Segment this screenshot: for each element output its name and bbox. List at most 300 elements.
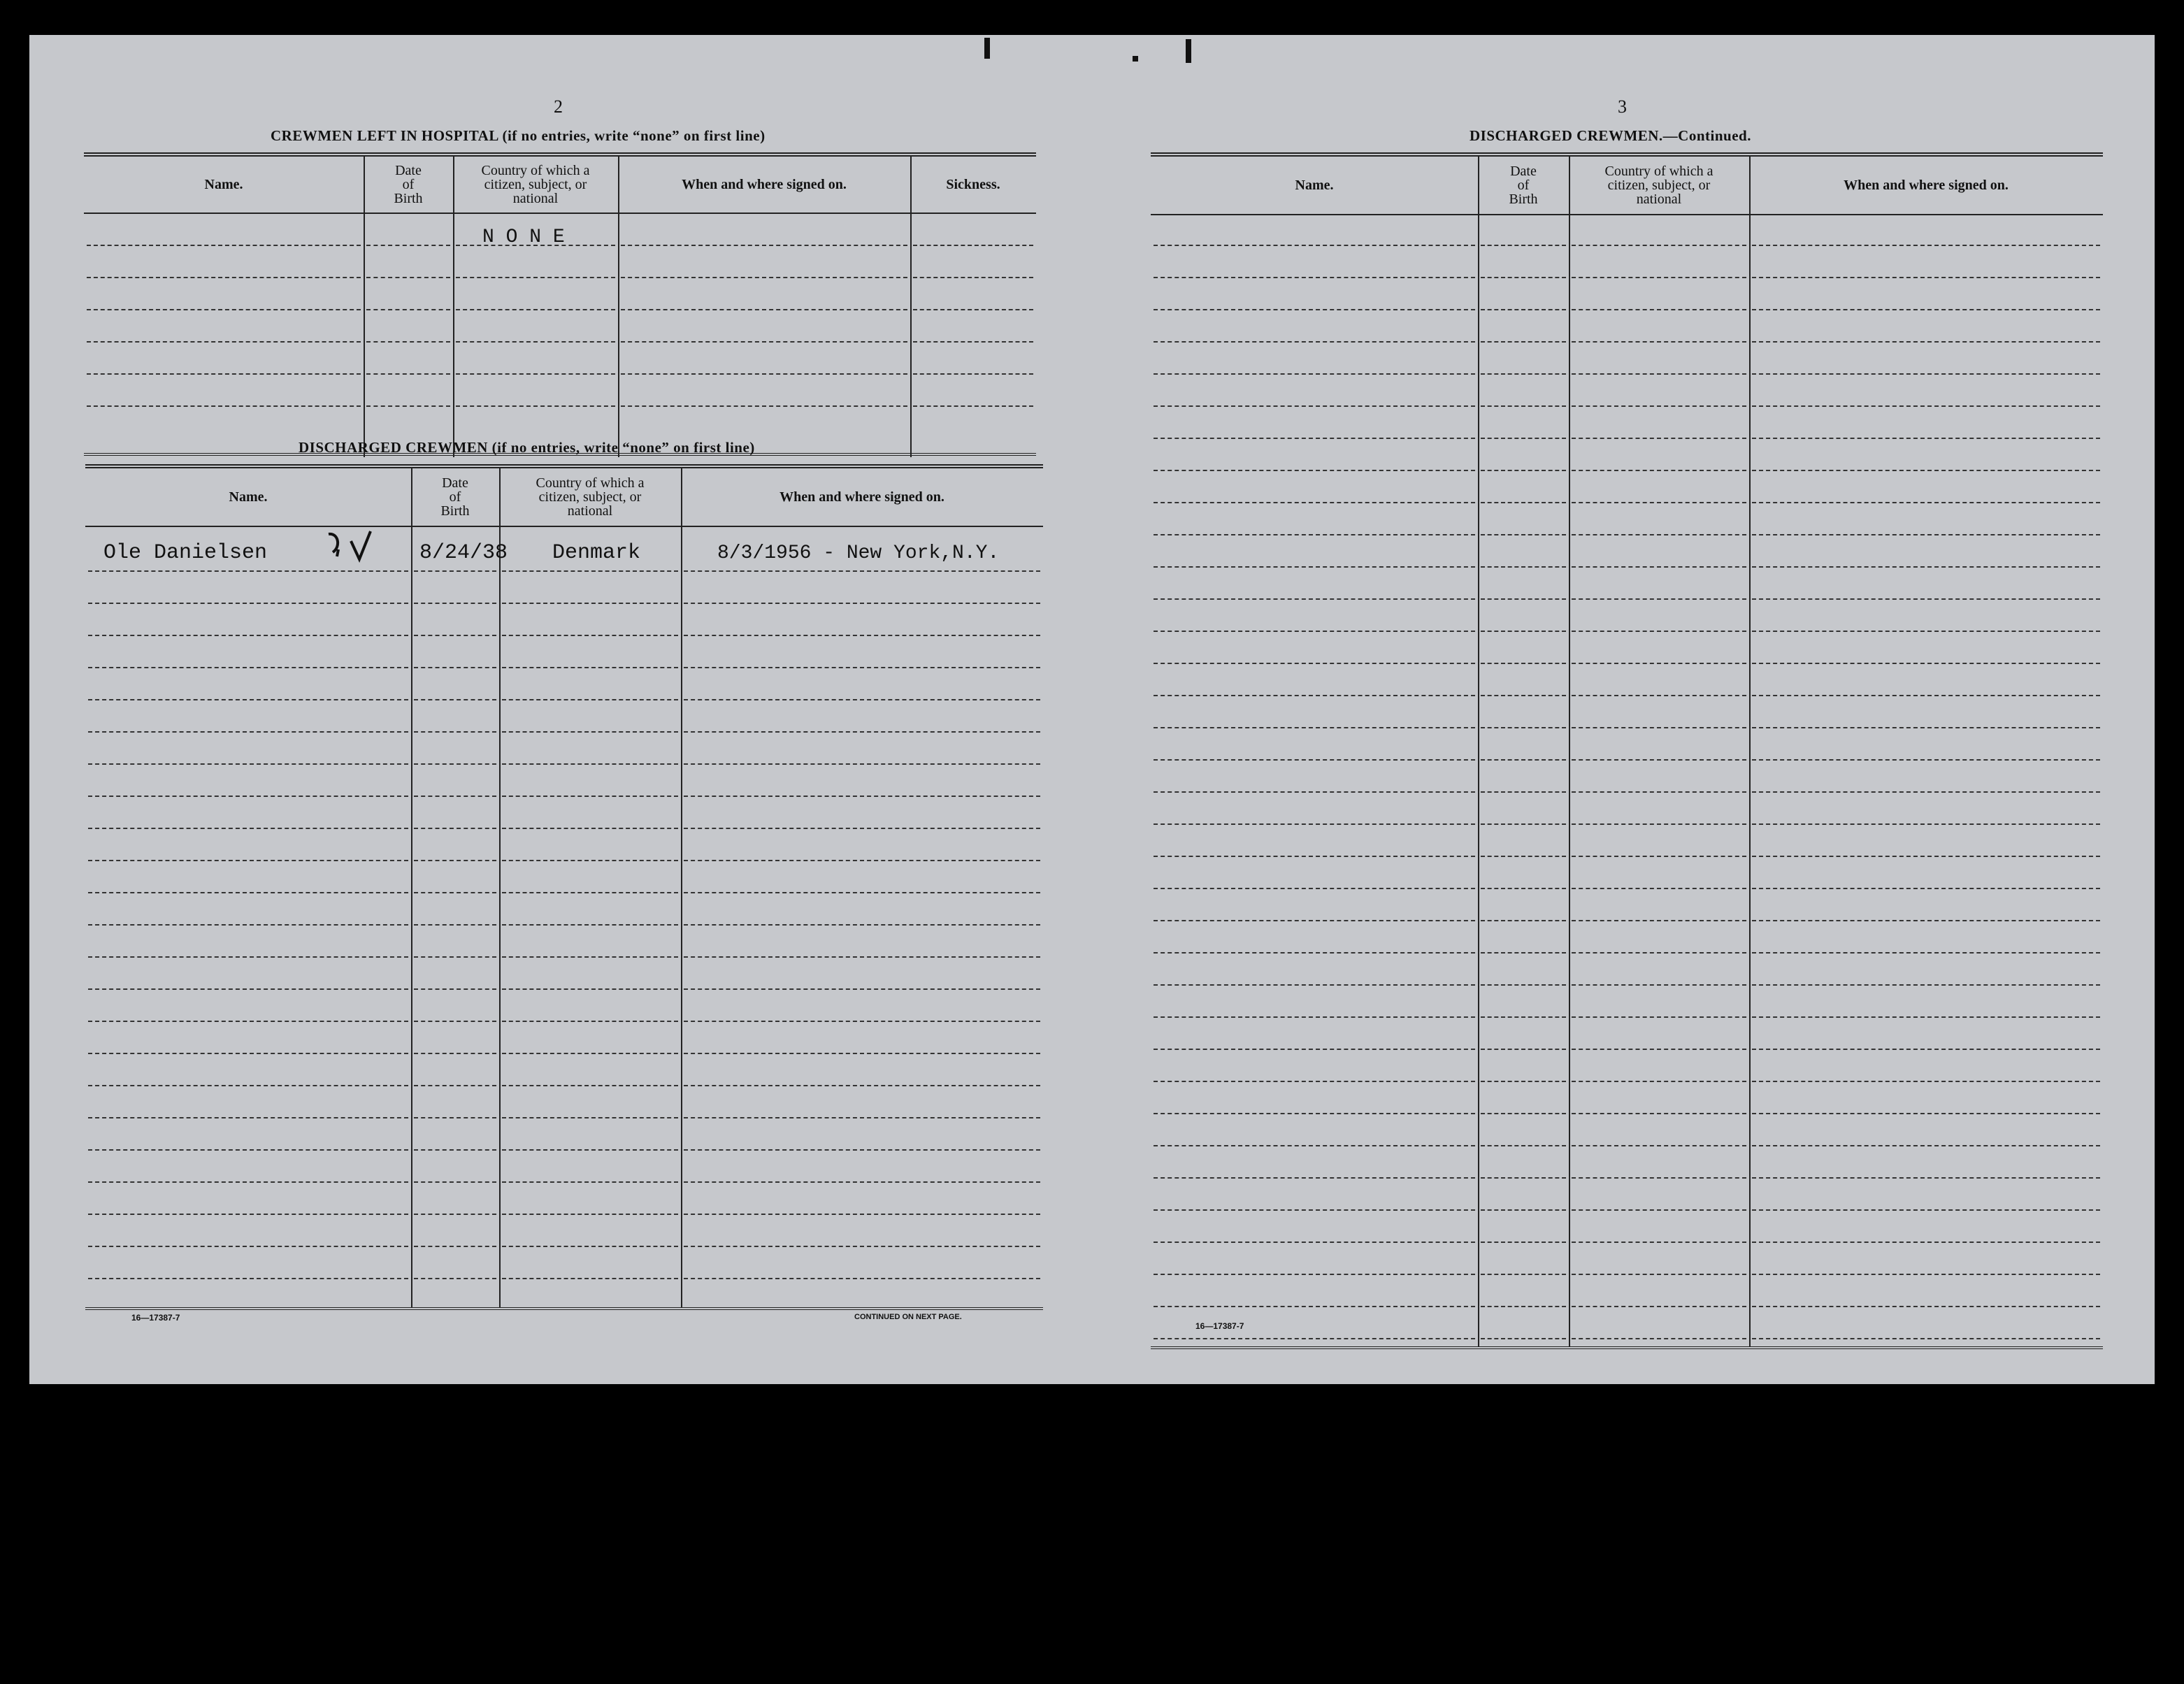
ruled-line	[1154, 245, 1475, 246]
ruled-line	[1572, 1242, 1746, 1243]
ruled-line	[1572, 856, 1746, 857]
ruled-line	[1154, 1177, 1475, 1179]
ruled-line	[87, 309, 361, 310]
ruled-line	[684, 731, 1040, 733]
right-col-divider	[1478, 157, 1479, 1346]
ruled-line	[414, 1117, 496, 1118]
hospital-header-signed-on: When and where signed on.	[682, 177, 847, 192]
ruled-line	[502, 1214, 678, 1215]
ruled-line	[1481, 759, 1566, 761]
ruled-line	[414, 1246, 496, 1247]
ruled-line	[1752, 405, 2100, 407]
right-header-country: Country of which a citizen, subject, or national	[1604, 164, 1714, 207]
ruled-line	[1154, 984, 1475, 986]
ruled-line	[1752, 1016, 2100, 1018]
right-col-divider	[1569, 157, 1570, 1346]
ruled-line	[88, 1149, 408, 1151]
ruled-line	[1752, 1113, 2100, 1114]
ruled-line	[88, 796, 408, 797]
ruled-line	[414, 1149, 496, 1151]
ruled-line	[88, 1117, 408, 1118]
ruled-line	[684, 924, 1040, 926]
ruled-line	[1154, 1242, 1475, 1243]
ruled-line	[414, 988, 496, 990]
ruled-line	[1572, 534, 1746, 535]
hospital-col-divider	[618, 157, 619, 457]
discharged-continued-table	[1151, 152, 2103, 1352]
ruled-line	[1752, 309, 2100, 310]
discharged-col-divider	[681, 468, 682, 1307]
ruled-line	[414, 1021, 496, 1022]
ruled-line	[1572, 470, 1746, 471]
ruled-line	[1154, 1049, 1475, 1050]
ruled-line	[684, 796, 1040, 797]
hospital-col-divider	[364, 157, 365, 457]
ruled-line	[1572, 759, 1746, 761]
ruled-line	[1572, 1049, 1746, 1050]
ruled-line	[621, 341, 907, 343]
continued-note: CONTINUED ON NEXT PAGE.	[854, 1313, 962, 1321]
ruled-line	[684, 1117, 1040, 1118]
ruled-line	[1481, 502, 1566, 503]
ruled-line	[1481, 470, 1566, 471]
right-bottom-rule	[1151, 1346, 2103, 1349]
ruled-line	[1752, 470, 2100, 471]
ruled-line	[1752, 663, 2100, 664]
ruled-line	[913, 309, 1033, 310]
ruled-line	[1154, 566, 1475, 568]
ruled-line	[684, 892, 1040, 893]
ruled-line	[621, 309, 907, 310]
ruled-line	[1752, 566, 2100, 568]
ruled-line	[502, 1117, 678, 1118]
ruled-line	[502, 1246, 678, 1247]
ruled-line	[1572, 823, 1746, 825]
ruled-line	[621, 245, 907, 246]
discharged-col-divider	[499, 468, 501, 1307]
ruled-line	[684, 699, 1040, 700]
ruled-line	[1154, 438, 1475, 439]
ruled-line	[414, 1181, 496, 1183]
discharged-header-rule	[85, 526, 1043, 527]
ruled-line	[456, 277, 615, 278]
ruled-line	[502, 635, 678, 636]
ruled-line	[1481, 1242, 1566, 1243]
ruled-line	[684, 635, 1040, 636]
ruled-line	[684, 1278, 1040, 1279]
ruled-line	[1481, 663, 1566, 664]
ruled-line	[684, 1021, 1040, 1022]
ruled-line	[1752, 1306, 2100, 1307]
ruled-line	[1154, 502, 1475, 503]
ruled-line	[913, 373, 1033, 375]
ruled-line	[684, 956, 1040, 958]
ruled-line	[414, 635, 496, 636]
ruled-line	[88, 1021, 408, 1022]
ruled-line	[1481, 952, 1566, 953]
ruled-line	[1481, 1049, 1566, 1050]
ruled-line	[502, 1181, 678, 1183]
ruled-line	[1752, 1145, 2100, 1146]
ruled-line	[1572, 277, 1746, 278]
ruled-line	[1154, 727, 1475, 728]
ruled-line	[502, 667, 678, 668]
ruled-line	[1481, 823, 1566, 825]
ruled-line	[1572, 1177, 1746, 1179]
ruled-line	[1154, 534, 1475, 535]
ruled-line	[502, 1149, 678, 1151]
ruled-line	[913, 405, 1033, 407]
right-header-rule	[1151, 214, 2103, 215]
form-number-right: 16—17387-7	[1195, 1321, 1244, 1331]
hospital-header-sickness: Sickness.	[946, 177, 1000, 192]
page-number-left: 2	[554, 96, 563, 117]
ruled-line	[456, 309, 615, 310]
ruled-line	[1752, 791, 2100, 793]
ruled-line	[366, 245, 450, 246]
ruled-line	[1752, 727, 2100, 728]
ruled-line	[88, 1246, 408, 1247]
ruled-line	[684, 1181, 1040, 1183]
ruled-line	[1752, 438, 2100, 439]
ruled-line	[1481, 534, 1566, 535]
ruled-line	[1154, 470, 1475, 471]
ruled-line	[913, 277, 1033, 278]
ruled-line	[1154, 1338, 1475, 1339]
ruled-line	[1154, 277, 1475, 278]
scan-mark	[1186, 39, 1191, 63]
ruled-line	[684, 1085, 1040, 1086]
crewman-signed-on: 8/3/1956 - New York,N.Y.	[717, 542, 1000, 564]
ruled-line	[88, 667, 408, 668]
ruled-line	[1154, 952, 1475, 953]
ruled-line	[88, 1214, 408, 1215]
right-section-title: DISCHARGED CREWMEN.—Continued.	[1470, 127, 1751, 144]
ruled-line	[366, 373, 450, 375]
right-header-name: Name.	[1295, 178, 1334, 193]
ruled-line	[414, 570, 496, 572]
ruled-line	[1752, 631, 2100, 632]
ruled-line	[1154, 341, 1475, 343]
discharged-header-signed-on: When and where signed on.	[780, 489, 944, 505]
ruled-line	[1572, 952, 1746, 953]
ruled-line	[1154, 1113, 1475, 1114]
ruled-line	[1572, 631, 1746, 632]
discharged-header-name: Name.	[229, 489, 268, 505]
ruled-line	[1481, 405, 1566, 407]
ruled-line	[1481, 309, 1566, 310]
form-number-left: 16—17387-7	[131, 1313, 180, 1323]
ruled-line	[1481, 1177, 1566, 1179]
ruled-line	[414, 763, 496, 765]
ruled-line	[502, 731, 678, 733]
ruled-line	[414, 924, 496, 926]
ruled-line	[1752, 502, 2100, 503]
ruled-line	[88, 699, 408, 700]
ruled-line	[1481, 245, 1566, 246]
ruled-line	[88, 1053, 408, 1054]
discharged-table	[85, 464, 1043, 1314]
ruled-line	[913, 341, 1033, 343]
ruled-line	[502, 892, 678, 893]
ruled-line	[1154, 920, 1475, 921]
ruled-line	[502, 1085, 678, 1086]
ruled-line	[1572, 920, 1746, 921]
ruled-line	[621, 277, 907, 278]
ruled-line	[414, 699, 496, 700]
ruled-line	[684, 1053, 1040, 1054]
ruled-line	[1154, 1274, 1475, 1275]
ruled-line	[88, 603, 408, 604]
hospital-header-country: Country of which a citizen, subject, or national	[481, 163, 590, 206]
ruled-line	[1154, 759, 1475, 761]
ruled-line	[1572, 663, 1746, 664]
ruled-line	[88, 924, 408, 926]
ruled-line	[1154, 1016, 1475, 1018]
ruled-line	[1154, 631, 1475, 632]
ruled-line	[1572, 245, 1746, 246]
hospital-header-rule	[84, 213, 1036, 214]
ruled-line	[621, 373, 907, 375]
ruled-line	[88, 1278, 408, 1279]
crewman-name: Ole Danielsen	[103, 541, 268, 565]
ruled-line	[502, 956, 678, 958]
ruled-line	[502, 828, 678, 829]
ruled-line	[88, 635, 408, 636]
ruled-line	[1572, 566, 1746, 568]
ruled-line	[1481, 566, 1566, 568]
ruled-line	[502, 1278, 678, 1279]
ruled-line	[414, 1053, 496, 1054]
ruled-line	[1481, 277, 1566, 278]
ruled-line	[456, 341, 615, 343]
ruled-line	[414, 956, 496, 958]
ruled-line	[1572, 727, 1746, 728]
ruled-line	[1481, 1145, 1566, 1146]
right-header-signed-on: When and where signed on.	[1844, 178, 2009, 193]
ruled-line	[1481, 791, 1566, 793]
ruled-line	[414, 1214, 496, 1215]
ruled-line	[502, 570, 678, 572]
ruled-line	[684, 603, 1040, 604]
ruled-line	[1481, 1338, 1566, 1339]
ruled-line	[1154, 373, 1475, 375]
ruled-line	[88, 1085, 408, 1086]
ruled-line	[1154, 856, 1475, 857]
ruled-line	[1481, 631, 1566, 632]
ruled-line	[1154, 309, 1475, 310]
ruled-line	[456, 405, 615, 407]
ruled-line	[414, 828, 496, 829]
ruled-line	[1572, 309, 1746, 310]
discharged-header-dob: Date of Birth	[440, 475, 470, 519]
ruled-line	[88, 731, 408, 733]
ruled-line	[1752, 952, 2100, 953]
ruled-line	[366, 277, 450, 278]
ruled-line	[1481, 695, 1566, 696]
ruled-line	[1154, 663, 1475, 664]
ruled-line	[1481, 598, 1566, 600]
crewman-country: Denmark	[552, 541, 641, 565]
ruled-line	[414, 860, 496, 861]
ruled-line	[502, 1021, 678, 1022]
ruled-line	[414, 892, 496, 893]
ruled-line	[1154, 1209, 1475, 1211]
ruled-line	[1572, 1209, 1746, 1211]
ruled-line	[456, 245, 615, 246]
ruled-line	[1572, 438, 1746, 439]
ruled-line	[1154, 1306, 1475, 1307]
ruled-line	[1154, 1145, 1475, 1146]
ruled-line	[1752, 598, 2100, 600]
document-sheet	[29, 35, 2155, 1384]
ruled-line	[87, 405, 361, 407]
hospital-header-name: Name.	[204, 177, 243, 192]
ruled-line	[1572, 598, 1746, 600]
ruled-line	[502, 603, 678, 604]
ruled-line	[414, 603, 496, 604]
ruled-line	[88, 570, 408, 572]
ruled-line	[1572, 502, 1746, 503]
ruled-line	[1154, 695, 1475, 696]
ruled-line	[1752, 277, 2100, 278]
ruled-line	[621, 405, 907, 407]
ruled-line	[502, 924, 678, 926]
ruled-line	[87, 245, 361, 246]
ruled-line	[1752, 373, 2100, 375]
ruled-line	[1572, 341, 1746, 343]
ruled-line	[88, 828, 408, 829]
ruled-line	[684, 570, 1040, 572]
ruled-line	[87, 277, 361, 278]
ruled-line	[1481, 1274, 1566, 1275]
ruled-line	[1572, 1274, 1746, 1275]
ruled-line	[1572, 373, 1746, 375]
ruled-line	[1481, 1081, 1566, 1082]
ruled-line	[502, 763, 678, 765]
ruled-line	[1752, 856, 2100, 857]
ruled-line	[684, 828, 1040, 829]
ruled-line	[502, 699, 678, 700]
ruled-line	[414, 1278, 496, 1279]
ruled-line	[1572, 1016, 1746, 1018]
ruled-line	[414, 667, 496, 668]
ruled-line	[1481, 856, 1566, 857]
ruled-line	[1481, 984, 1566, 986]
discharged-bottom-rule	[85, 1307, 1043, 1310]
ruled-line	[684, 763, 1040, 765]
ruled-line	[1481, 438, 1566, 439]
ruled-line	[1752, 1209, 2100, 1211]
ruled-line	[1572, 1081, 1746, 1082]
discharged-header-country: Country of which a citizen, subject, or national	[536, 475, 645, 519]
ruled-line	[88, 892, 408, 893]
ruled-line	[1752, 695, 2100, 696]
ruled-line	[1752, 1081, 2100, 1082]
ruled-line	[502, 988, 678, 990]
right-col-divider	[1749, 157, 1751, 1346]
ruled-line	[87, 341, 361, 343]
crewman-dob: 8/24/38	[419, 541, 508, 565]
ruled-line	[88, 1181, 408, 1183]
ruled-line	[1752, 1338, 2100, 1339]
scan-mark	[984, 38, 990, 59]
ruled-line	[414, 731, 496, 733]
right-header-dob: Date of Birth	[1509, 164, 1538, 207]
ruled-line	[1572, 1306, 1746, 1307]
ruled-line	[1752, 759, 2100, 761]
ruled-line	[1752, 341, 2100, 343]
ruled-line	[1572, 888, 1746, 889]
ruled-line	[1572, 984, 1746, 986]
ruled-line	[1481, 888, 1566, 889]
ruled-line	[1572, 791, 1746, 793]
hospital-entry-none: N O N E	[482, 226, 565, 248]
ruled-line	[366, 309, 450, 310]
hospital-col-divider	[910, 157, 912, 457]
ruled-line	[1481, 920, 1566, 921]
ruled-line	[1572, 1145, 1746, 1146]
ruled-line	[1481, 341, 1566, 343]
ruled-line	[1154, 1081, 1475, 1082]
ruled-line	[684, 1246, 1040, 1247]
hospital-col-divider	[453, 157, 454, 457]
ruled-line	[1752, 823, 2100, 825]
discharged-col-divider	[411, 468, 412, 1307]
ruled-line	[684, 988, 1040, 990]
ruled-line	[414, 1085, 496, 1086]
ruled-line	[1752, 245, 2100, 246]
hospital-header-dob: Date of Birth	[394, 163, 423, 206]
ruled-line	[1481, 1016, 1566, 1018]
ruled-line	[1481, 1306, 1566, 1307]
ruled-line	[88, 860, 408, 861]
scan-mark	[1133, 56, 1138, 62]
ruled-line	[502, 860, 678, 861]
ruled-line	[87, 373, 361, 375]
ruled-line	[1572, 405, 1746, 407]
ruled-line	[366, 405, 450, 407]
ruled-line	[1572, 695, 1746, 696]
ruled-line	[1481, 373, 1566, 375]
ruled-line	[1752, 1274, 2100, 1275]
checkmark-annotation	[323, 528, 379, 570]
ruled-line	[1752, 888, 2100, 889]
ruled-line	[1481, 727, 1566, 728]
ruled-line	[1752, 1049, 2100, 1050]
ruled-line	[1154, 405, 1475, 407]
ruled-line	[1752, 534, 2100, 535]
ruled-line	[913, 245, 1033, 246]
ruled-line	[1481, 1113, 1566, 1114]
ruled-line	[88, 988, 408, 990]
ruled-line	[88, 956, 408, 958]
ruled-line	[1752, 1242, 2100, 1243]
ruled-line	[1752, 1177, 2100, 1179]
hospital-table	[84, 152, 1036, 457]
ruled-line	[684, 667, 1040, 668]
ruled-line	[1752, 984, 2100, 986]
ruled-line	[684, 860, 1040, 861]
ruled-line	[1154, 791, 1475, 793]
discharged-section-title: DISCHARGED CREWMEN (if no entries, write “none” on first line)	[299, 439, 755, 456]
ruled-line	[414, 796, 496, 797]
ruled-line	[1572, 1338, 1746, 1339]
ruled-line	[88, 763, 408, 765]
ruled-line	[1154, 823, 1475, 825]
ruled-line	[366, 341, 450, 343]
page-number-right: 3	[1618, 96, 1627, 117]
